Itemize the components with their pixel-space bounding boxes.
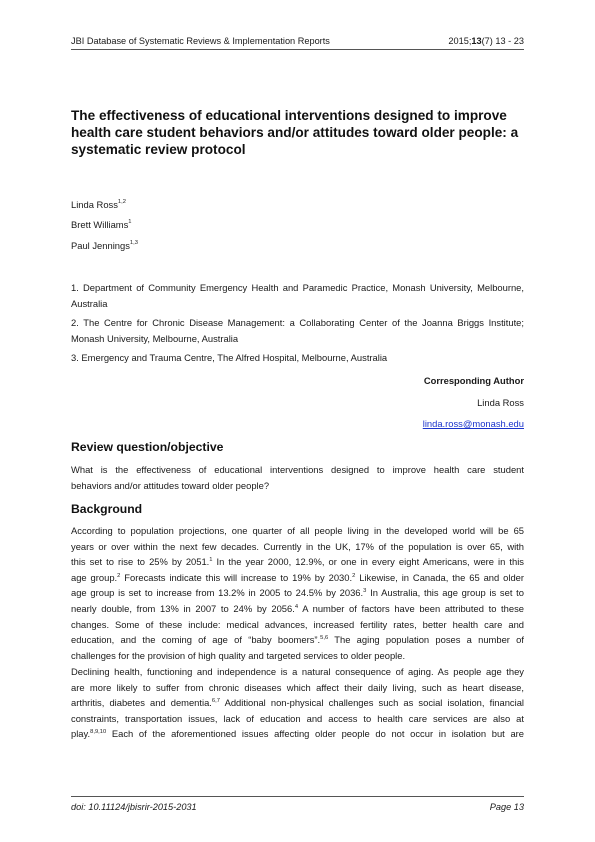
citation-sup: 4 (294, 603, 299, 610)
citation-year: 2015; (448, 36, 472, 46)
text-line: changes. Some of these include: medical advances, increased fertility rates, better health care and (71, 618, 524, 630)
journal-name: JBI Database of Systematic Reviews & Implementation Reports (71, 36, 330, 46)
text-line: What is the effectiveness of educational interventions designed to improve health care student (71, 464, 524, 475)
author (71, 199, 126, 210)
text-line: play.$^{8,9,10}$ Each of the aforementioned issues affecting older people do not occur in isolation but are (71, 728, 524, 740)
background-paragraph-1 (71, 523, 524, 663)
author-affil-sup: 1,2 (117, 199, 126, 205)
text-line: challenges for the provision of high quality and targeted services to older people. (71, 649, 406, 661)
citation-sup: 8,9,10 (90, 729, 107, 736)
text-line: age group.$^2$ Forecasts indicate this will increase to 19% by 2030.$^2$ Likewise, in Canada, the 65 and older (71, 571, 524, 583)
author-name: Brett Williams (71, 219, 129, 230)
author-name: Linda Ross (71, 199, 118, 210)
paper-title: The effectiveness of educational interventions designed to improve health care student behaviors and/or attitudes toward older people: a systematic review protocol (71, 108, 519, 157)
affiliation: 1. Department of Community Emergency Health and Paramedic Practice, Monash University, Melbourne, Australia (71, 282, 524, 309)
citation-sup: 5,6 (320, 635, 329, 642)
citation-sup: 2 (352, 572, 356, 579)
text-line: nearly double, from 13% in 2007 to 24% by 2056.$^4$ A number of factors have been attributed to these (71, 602, 524, 614)
background-paragraph-2 (71, 664, 524, 742)
text-line: Declining health, functioning and independence is a natural consequence of aging. As people age they (71, 666, 524, 677)
citation-sup: 2 (117, 572, 121, 579)
text-line: arthritis, diabetes and dementia.$^{6,7}$ Additional non-physical challenges such as social isolation, financial (71, 697, 524, 709)
text-line: years or over within the next few decades. Currently in the UK, 17% of the population is over 65, with (71, 540, 524, 552)
citation-issue-pages: (7) 13 - 23 (481, 36, 524, 46)
author-affil-sup: 1,3 (129, 240, 138, 246)
text-line: constraints, transportation issues, lack of education and access to health care services are also at (71, 712, 524, 724)
running-header (71, 36, 524, 50)
author (71, 240, 138, 251)
citation-volume: 13 (471, 36, 482, 46)
citation-sup: 6,7 (211, 698, 220, 705)
text-line: this set to rise to 25% by 2051.$^1$ In the year 2000, 12.9%, or one in every eight Americans, were in this (71, 556, 524, 568)
text-line: education, and the coming of age of “baby boomers”.$^{5,6}$ The aging population poses a number of (71, 634, 524, 646)
text-line: According to population projections, one quarter of all people living in the developed world will be 65 (71, 525, 524, 536)
text-line: behaviors and/or attitudes toward older people? (71, 479, 270, 491)
corresponding-author-name: Linda Ross (477, 397, 524, 408)
affiliation: 3. Emergency and Trauma Centre, The Alfred Hospital, Melbourne, Australia (71, 352, 388, 363)
citation-sup: 3 (363, 588, 367, 595)
affiliation: 2. The Centre for Chronic Disease Management: a Collaborating Center of the Joanna Briggs Institute; Monash University, Melbourne, Australia (71, 317, 524, 344)
author-name: Paul Jennings (71, 240, 130, 251)
citation-sup: 1 (209, 557, 213, 564)
corresponding-author-label: Corresponding Author (423, 375, 524, 386)
page-number: Page 13 (489, 802, 524, 812)
review-question-paragraph (71, 462, 524, 493)
text-line: are more likely to suffer from chronic diseases which affect their daily living, such as heart disease, (71, 681, 524, 693)
corresponding-author-email[interactable]: linda.ross@monash.edu (422, 418, 524, 429)
text-line: age group is set to increase from 13.2% in 2005 to 24.5% by 2036.$^3$ In Australia, this age group is set to (71, 587, 524, 599)
section-heading: Review question/objective (71, 440, 224, 454)
page-footer (71, 796, 524, 812)
author-affil-sup: 1 (128, 219, 132, 225)
author (71, 219, 132, 230)
section-heading: Background (71, 502, 143, 516)
citation (448, 36, 524, 46)
doi: doi: 10.11124/jbisrir-2015-2031 (71, 802, 197, 812)
